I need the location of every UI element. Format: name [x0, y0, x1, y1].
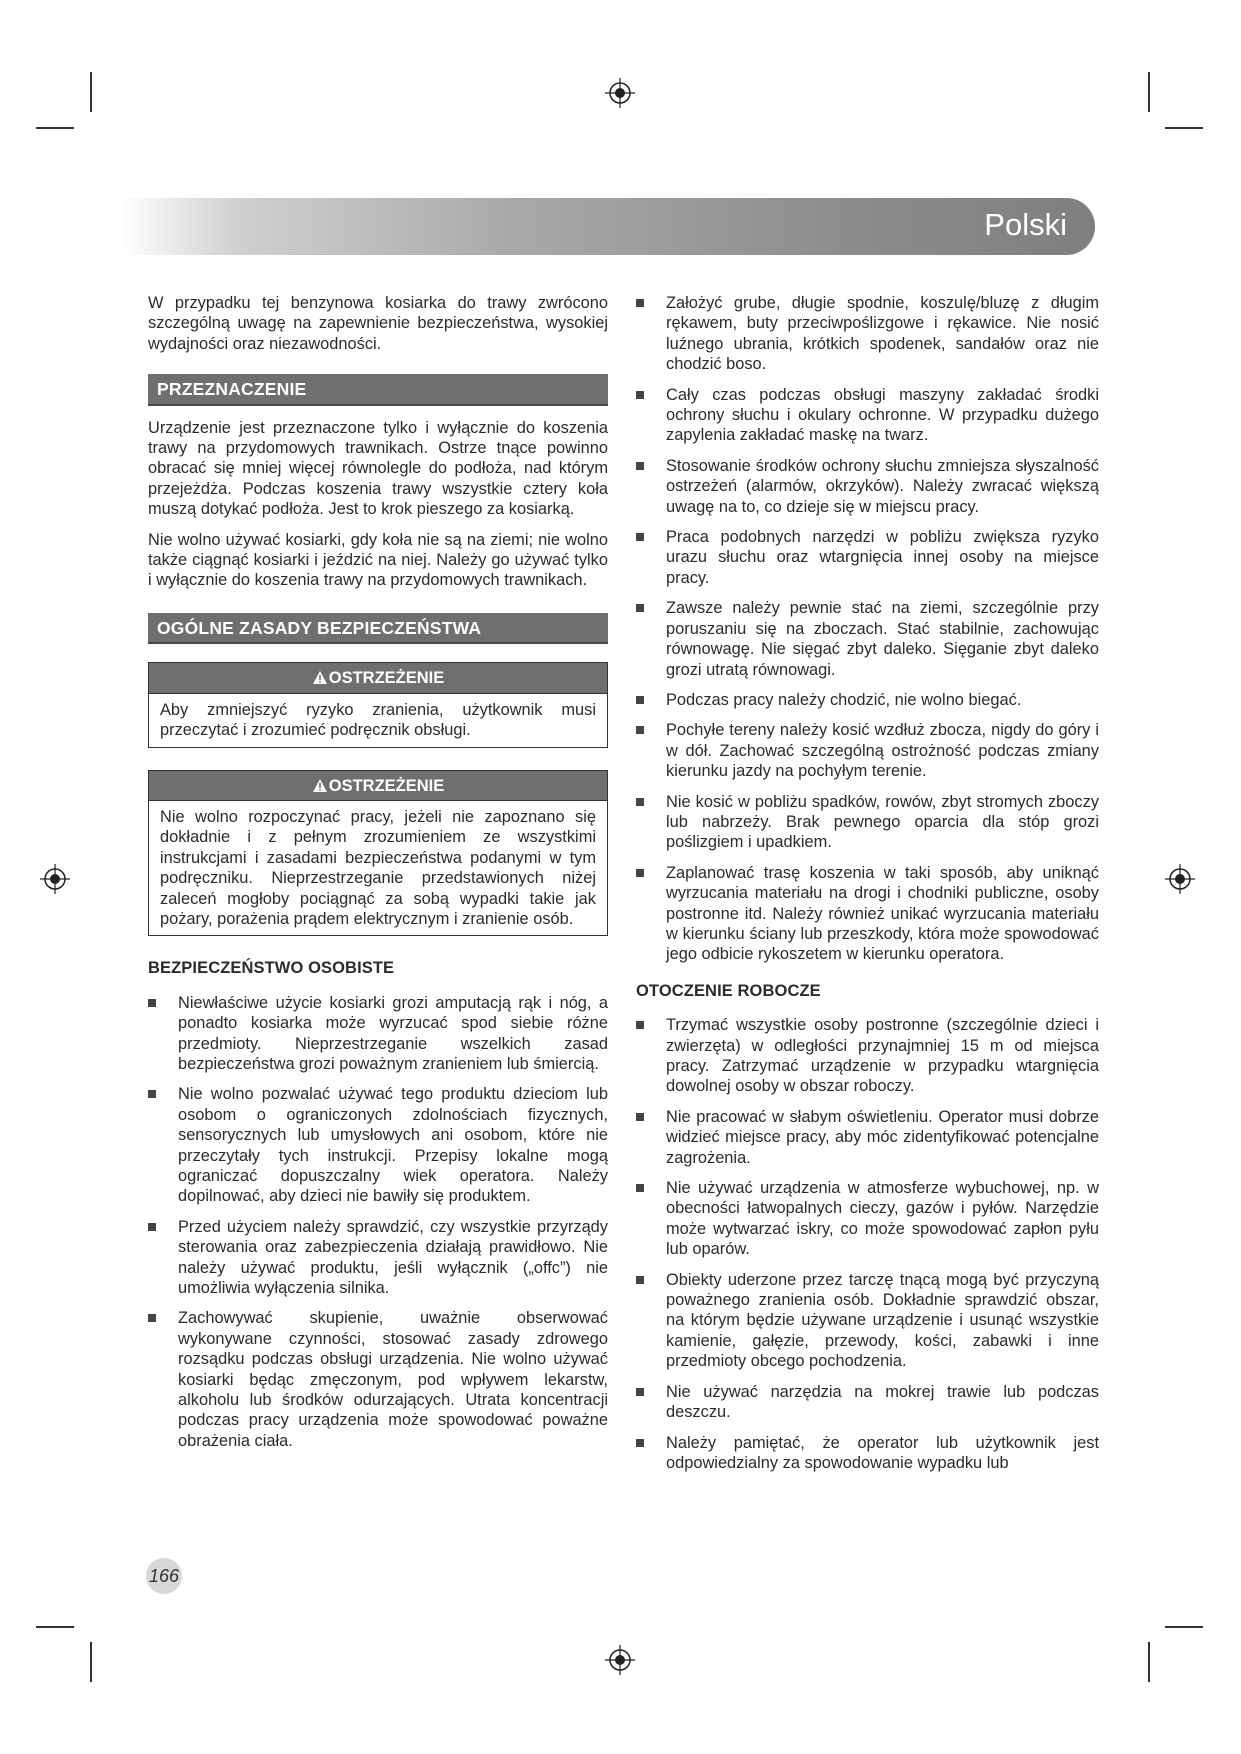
crop-mark [1148, 1642, 1150, 1682]
intro-paragraph: W przypadku tej benzynowa kosiarka do trawy zwrócono szczególną uwagę na zapewnienie bezpieczeństwa, wysokiej wydajności oraz niezawodności. [148, 294, 608, 353]
list-item: Cały czas podczas obsługi maszyny zakładać środki ochrony słuchu i okulary ochronne. W przypadku dużego zapylenia zakładać maskę na twarz. [636, 385, 1099, 446]
square-bullet-icon [636, 726, 644, 734]
warning-title: OSTRZEŻENIE [328, 669, 445, 688]
square-bullet-icon [636, 299, 644, 307]
warning-triangle-icon [312, 670, 328, 685]
crop-mark [90, 72, 92, 112]
list-item: Niewłaściwe użycie kosiarki grozi amputacją rąk i nóg, a ponadto kosiarka może wyrzucać spod siebie różne przedmioty. Nieprzestrzeganie wszelkich zasad bezpieczeństwa grozi poważnym zranieniem lub śmiercią. [148, 993, 608, 1075]
square-bullet-icon [636, 462, 644, 470]
list-item: Stosowanie środków ochrony słuchu zmniejsza słyszalność ostrzeżeń (alarmów, okrzyków). Należy zwracać większą uwagę na to, co dzieje się w miejscu pracy. [636, 456, 1099, 517]
crop-mark [36, 127, 74, 129]
crop-mark [1165, 127, 1203, 129]
square-bullet-icon [636, 391, 644, 399]
crop-mark [1165, 1626, 1203, 1628]
registration-mark-icon [40, 864, 70, 894]
purpose-paragraph: Nie wolno używać kosiarki, gdy koła nie są na ziemi; nie wolno także ciągnąć kosiarki i jeździć na niej. Należy go używać tylko i wyłącznie do koszenia trawy na przydomowych trawnikach. [148, 530, 608, 590]
registration-mark-icon [605, 1645, 635, 1675]
warning-triangle-icon [312, 778, 328, 793]
square-bullet-icon [148, 999, 156, 1007]
square-bullet-icon [636, 1184, 644, 1192]
list-item: Praca podobnych narzędzi w pobliżu zwiększa ryzyko urazu słuchu oraz wtargnięcia innej osoby na miejsce pracy. [636, 527, 1099, 588]
list-item: Podczas pracy należy chodzić, nie wolno biegać. [636, 690, 1099, 710]
language-label: Polski [984, 207, 1067, 242]
page-number: 166 [146, 1558, 182, 1594]
personal-safety-list [148, 993, 608, 1452]
list-item: Przed użyciem należy sprawdzić, czy wszystkie przyrządy sterowania oraz zabezpieczenia działają prawidłowo. Nie należy używać produktu, jeśli wyłącznik („offc”) nie umożliwia wyłączenia silnika. [148, 1217, 608, 1299]
square-bullet-icon [636, 869, 644, 877]
square-bullet-icon [636, 1388, 644, 1396]
warning-title: OSTRZEŻENIE [328, 776, 445, 795]
crop-mark [1148, 72, 1150, 112]
square-bullet-icon [636, 1439, 644, 1447]
list-item: Zaplanować trasę koszenia w taki sposób, aby uniknąć wyrzucania materiału na drogi i chodniki publiczne, osoby postronne itd. Należy również unikać wyrzucania materiału w kierunku ściany lub przeszkody, która może spowodować jego odbicie rykoszetem w kierunku operatora. [636, 863, 1099, 965]
list-item: Nie używać narzędzia na mokrej trawie lub podczas deszczu. [636, 1382, 1099, 1423]
right-column [636, 293, 1099, 1483]
list-item: Zachowywać skupienie, uważnie obserwować wykonywane czynności, stosować zasady zdrowego rozsądku podczas obsługi urządzenia. Nie wolno używać kosiarki będąc zmęczonym, pod wpływem lekarstw, alkoholu lub środków odurzających. Utrata koncentracji podczas pracy urządzenia może spowodować poważne obrażenia ciała. [148, 1308, 608, 1451]
square-bullet-icon [636, 533, 644, 541]
square-bullet-icon [636, 696, 644, 704]
subheading-work-area: OTOCZENIE ROBOCZE [636, 981, 821, 1000]
list-item: Trzymać wszystkie osoby postronne (szczególnie dzieci i zwierzęta) w odległości przynajmniej 15 m od miejsca pracy. Zatrzymać urządzenie w przypadku wtargnięcia dowolnej osoby w obszar roboczy. [636, 1015, 1099, 1097]
subheading-personal-safety: BEZPIECZEŃSTWO OSOBISTE [148, 959, 395, 978]
list-item: Należy pamiętać, że operator lub użytkownik jest odpowiedzialny za spowodowanie wypadku lub [636, 1433, 1099, 1474]
purpose-paragraph: Urządzenie jest przeznaczone tylko i wyłącznie do koszenia trawy na przydomowych trawnikach. Ostrze tnące powinno obracać się mniej więcej równolegle do podłoża, nad którym przejeżdża. Podczas koszenia trawy wszystkie cztery koła muszą dotykać podłoża. Jest to krok pieszego za kosiarką. [148, 418, 608, 519]
work-area-list [636, 1015, 1099, 1473]
section-heading-general-safety: OGÓLNE ZASADY BEZPIECZEŃSTWA [148, 613, 608, 644]
square-bullet-icon [636, 1021, 644, 1029]
square-bullet-icon [148, 1090, 156, 1098]
square-bullet-icon [148, 1314, 156, 1322]
square-bullet-icon [148, 1223, 156, 1231]
warning-box [148, 770, 608, 937]
list-item: Założyć grube, długie spodnie, koszulę/bluzę z długim rękawem, buty przeciwpoślizgowe i rękawice. Nie nosić luźnego ubrania, krótkich spodenek, sandałów oraz nie chodzić boso. [636, 293, 1099, 375]
left-column [148, 293, 608, 1461]
section-heading-purpose: PRZEZNACZENIE [148, 374, 608, 405]
warning-text: Aby zmniejszyć ryzyko zranienia, użytkownik musi przeczytać i zrozumieć podręcznik obsługi. [160, 700, 596, 740]
crop-mark [90, 1642, 92, 1682]
warning-box [148, 662, 608, 747]
list-item: Zawsze należy pewnie stać na ziemi, szczególnie przy poruszaniu się na zboczach. Stać stabilnie, zachowując równowagę. Nie sięgać zbyt daleko. Sięganie zbyt daleko grozi utratą równowagi. [636, 598, 1099, 680]
warning-header [149, 771, 607, 801]
square-bullet-icon [636, 1113, 644, 1121]
registration-mark-icon [605, 78, 635, 108]
personal-safety-list-continued [636, 293, 1099, 965]
list-item: Obiekty uderzone przez tarczę tnącą mogą być przyczyną poważnego zranienia osób. Dokładnie sprawdzić obszar, na którym będzie używane urządzenie i usunąć wszystkie kamienie, gałęzie, przewody, kości, zabawki i inne przedmioty obcego pochodzenia. [636, 1270, 1099, 1372]
square-bullet-icon [636, 604, 644, 612]
registration-mark-icon [1165, 864, 1195, 894]
crop-mark [36, 1626, 74, 1628]
square-bullet-icon [636, 1276, 644, 1284]
list-item: Nie używać urządzenia w atmosferze wybuchowej, np. w obecności łatwopalnych cieczy, gazów i pyłów. Narzędzie może wytwarzać iskry, co może spowodować zapłon pyłu lub oparów. [636, 1178, 1099, 1260]
list-item: Nie kosić w pobliżu spadków, rowów, zbyt stromych zboczy lub nabrzeży. Brak pewnego oparcia dla stóp grozi poślizgiem i upadkiem. [636, 792, 1099, 853]
warning-text: Nie wolno rozpoczynać pracy, jeżeli nie zapoznano się dokładnie i z pełnym zrozumieniem ze wszystkimi instrukcjami i zasadami bezpieczeństwa podanymi w tym podręczniku. Nieprzestrzeganie przedstawionych niżej zaleceń mogłoby pociągnąć za sobą wypadki takie jak pożary, porażenia prądem elektrycznym i zranienie osób. [160, 807, 596, 928]
warning-header [149, 663, 607, 693]
list-item: Nie pracować w słabym oświetleniu. Operator musi dobrze widzieć miejsce pracy, aby móc zidentyfikować potencjalne zagrożenia. [636, 1107, 1099, 1168]
list-item: Nie wolno pozwalać używać tego produktu dzieciom lub osobom o ograniczonych zdolnościach fizycznych, sensorycznych lub umysłowych ani osobom, które nie przeczytały tych instrukcji. Przepisy lokalne mogą ograniczać dopuszczalny wiek operatora. Należy dopilnować, aby dzieci nie bawiły się produktem. [148, 1084, 608, 1206]
square-bullet-icon [636, 798, 644, 806]
list-item: Pochyłe tereny należy kosić wzdłuż zbocza, nigdy do góry i w dół. Zachować szczególną ostrożność podczas zmiany kierunku jazdy na pochyłym terenie. [636, 720, 1099, 781]
language-header-bar [120, 198, 1095, 255]
